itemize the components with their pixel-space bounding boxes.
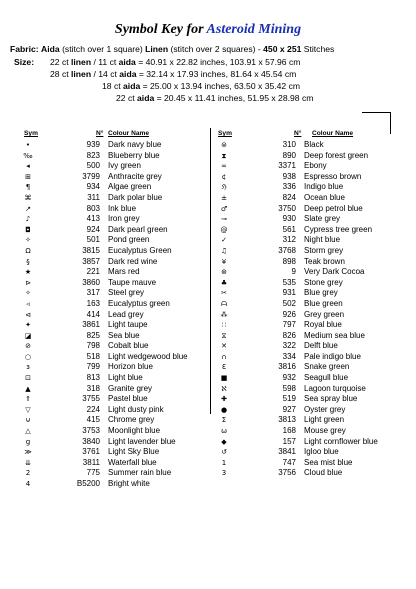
colour-name: Pond green [108, 235, 150, 245]
colour-name: Dark pearl green [108, 224, 168, 234]
color-row [212, 362, 412, 373]
colour-name: Grey green [304, 309, 345, 319]
color-row [16, 193, 208, 204]
color-row [16, 310, 208, 321]
color-row [16, 362, 208, 373]
stitch-symbol: ● [220, 405, 228, 414]
stitch-symbol: ⇑ [25, 395, 31, 404]
stitch-symbol: 3 [221, 469, 227, 478]
color-row [16, 468, 208, 479]
stitch-symbol: ↺ [221, 448, 227, 457]
colour-name: Stone grey [304, 277, 343, 287]
color-row [212, 161, 412, 172]
stitch-symbol: ⊞ [25, 172, 31, 181]
color-row [16, 352, 208, 363]
floss-number: 934 [86, 182, 100, 192]
size-line-2: 28 ct linen / 14 ct aida = 32.14 x 17.93 inches, 81.64 x 45.54 cm [50, 69, 297, 79]
colour-name: Algae green [108, 182, 152, 192]
colour-name: Light taupe [108, 320, 148, 330]
floss-number: 3756 [278, 468, 296, 478]
floss-number: 3371 [278, 161, 296, 171]
color-row [16, 447, 208, 458]
colour-name: Blueberry blue [108, 150, 160, 160]
colour-name: Very Dark Cocoa [304, 267, 365, 277]
floss-number: 924 [86, 224, 100, 234]
stitch-symbol: ✧ [25, 236, 31, 245]
stitch-symbol: ⇊ [25, 458, 31, 467]
stitch-symbol: Ω [25, 246, 31, 255]
color-row [212, 384, 412, 395]
floss-number: 535 [282, 277, 296, 287]
color-row [212, 182, 412, 193]
color-row [16, 320, 208, 331]
color-row [16, 394, 208, 405]
floss-number: 415 [86, 415, 100, 425]
floss-number: 797 [282, 320, 296, 330]
color-row [212, 415, 412, 426]
page-title [0, 22, 416, 38]
floss-number: 3811 [82, 457, 100, 467]
floss-number: 890 [282, 150, 296, 160]
colour-name: Blue green [304, 298, 343, 308]
stitch-symbol: ℌ [221, 183, 227, 192]
colour-name: Mouse grey [304, 426, 346, 436]
color-row [16, 288, 208, 299]
stitch-symbol: Ɛ [221, 363, 227, 372]
floss-number: 3860 [82, 277, 100, 287]
color-row [212, 235, 412, 246]
box-top-line [362, 112, 390, 113]
fabric-label: Fabric: [10, 44, 39, 54]
floss-number: 336 [282, 182, 296, 192]
stitch-symbol: ⊸ [221, 215, 227, 224]
colour-name: Cobalt blue [108, 341, 149, 351]
header-num-left: N° [96, 130, 104, 137]
stitch-symbol: ♂ [220, 204, 228, 213]
size-line-4: 22 ct aida = 20.45 x 11.41 inches, 51.95 x 28.98 cm [116, 93, 314, 103]
color-row [212, 320, 412, 331]
floss-number: 317 [86, 288, 100, 298]
color-row [16, 267, 208, 278]
stitch-symbol: ∷ [221, 321, 227, 330]
colour-name: Indigo blue [304, 182, 344, 192]
colour-name: Granite grey [108, 383, 153, 393]
color-row [16, 437, 208, 448]
color-row [212, 341, 412, 352]
colour-name: Eucalyptus green [108, 298, 170, 308]
colour-name: Seagull blue [304, 373, 349, 383]
colour-name: Medium sea blue [304, 330, 365, 340]
floss-number: 224 [86, 404, 100, 414]
floss-number: 824 [282, 192, 296, 202]
floss-number: 798 [86, 341, 100, 351]
color-row [16, 214, 208, 225]
stitch-symbol: ♣ [220, 278, 228, 287]
fabric-line [10, 44, 334, 54]
floss-number: 938 [282, 171, 296, 181]
stitches-word: Stitches [303, 44, 335, 54]
color-row [16, 182, 208, 193]
colour-name: Dark navy blue [108, 140, 162, 149]
color-row [212, 278, 412, 289]
floss-number: 221 [86, 267, 100, 277]
stitch-symbol: ◘ [25, 225, 31, 234]
floss-number: 3841 [278, 447, 296, 457]
colour-name: Dark red wine [108, 256, 158, 266]
floss-number: 312 [282, 235, 296, 245]
colour-name: Sea spray blue [304, 394, 358, 404]
floss-number: 157 [282, 436, 296, 446]
title-prefix: Symbol Key for [114, 22, 204, 37]
floss-number: 3815 [82, 245, 100, 255]
stitch-symbol: ω [221, 427, 227, 436]
fabric-aida: Aida [41, 44, 60, 54]
stitch-symbol: ✦ [25, 321, 31, 330]
stitch-symbol: ¶ [25, 183, 31, 192]
colour-name: Steel grey [108, 288, 145, 298]
floss-number: B5200 [76, 479, 100, 488]
left-color-list [16, 140, 208, 490]
colour-name: Sea blue [108, 330, 140, 340]
stitch-symbol: ℵ [221, 384, 227, 393]
color-row [16, 426, 208, 437]
floss-number: 932 [282, 373, 296, 383]
floss-number: 3861 [82, 320, 100, 330]
floss-number: 518 [86, 351, 100, 361]
stitch-symbol: ≫ [24, 448, 32, 457]
color-row [212, 214, 412, 225]
colour-name: Sea mist blue [304, 457, 353, 467]
floss-number: 926 [282, 309, 296, 319]
floss-number: 519 [282, 394, 296, 404]
stitch-symbol: ⊘ [25, 342, 31, 351]
stitch-count: 450 x 251 [263, 44, 302, 54]
color-row [16, 225, 208, 236]
stitch-symbol: ↗ [25, 204, 31, 213]
colour-name: Light green [304, 415, 345, 425]
colour-name: Dark polar blue [108, 192, 163, 202]
header-sym-left: Sym [24, 130, 38, 137]
stitch-symbol: ♫ [220, 246, 228, 255]
floss-number: 413 [86, 214, 100, 224]
floss-number: 501 [86, 235, 100, 245]
stitch-symbol: ± [221, 193, 227, 202]
colour-name: Waterfall blue [108, 457, 157, 467]
colour-name: Ivy green [108, 161, 141, 171]
stitch-symbol: ◪ [24, 331, 32, 340]
colour-name: Iron grey [108, 214, 140, 224]
stitch-symbol: g [25, 437, 31, 446]
color-row [212, 352, 412, 363]
colour-name: Teak brown [304, 256, 345, 266]
colour-name: Pastel blue [108, 394, 148, 404]
stitch-symbol: ⁂ [220, 310, 228, 319]
header-name-left: Colour Name [108, 130, 150, 137]
color-row [212, 437, 412, 448]
colour-name: Light blue [108, 373, 143, 383]
color-row [212, 447, 412, 458]
color-row [16, 235, 208, 246]
colour-name: Chrome grey [108, 415, 155, 425]
stitch-symbol: ⊡ [25, 374, 31, 383]
color-row [212, 310, 412, 321]
colour-name: Storm grey [304, 245, 344, 255]
stitch-symbol: ⊜ [221, 141, 227, 149]
color-row [212, 204, 412, 215]
color-row [16, 151, 208, 162]
stitch-symbol: ▲ [25, 384, 31, 393]
floss-number: 3753 [82, 426, 100, 436]
fabric-aida-note: (stitch over 1 square) [62, 44, 143, 54]
color-row [212, 394, 412, 405]
stitch-symbol: ⊛ [221, 268, 227, 277]
fabric-linen: Linen [145, 44, 169, 54]
color-row [16, 458, 208, 469]
header-sym-right: Sym [218, 130, 232, 137]
colour-name: Horizon blue [108, 362, 153, 372]
floss-number: 826 [282, 330, 296, 340]
color-row [16, 172, 208, 183]
color-row [212, 246, 412, 257]
color-row [212, 331, 412, 342]
floss-number: 930 [282, 214, 296, 224]
colour-name: Night blue [304, 235, 341, 245]
floss-number: 927 [282, 404, 296, 414]
title-pattern-name: Asteroid Mining [206, 22, 302, 37]
stitch-symbol: Σ [221, 416, 227, 425]
stitch-symbol: ◃ [26, 299, 30, 308]
colour-name: Igloo blue [304, 447, 339, 457]
stitch-symbol: 4 [25, 480, 31, 488]
size-line-1: 22 ct linen / 11 ct aida = 40.91 x 22.82 inches, 103.91 x 57.96 cm [50, 57, 301, 67]
floss-number: 823 [86, 150, 100, 160]
floss-number: 3768 [278, 245, 296, 255]
colour-name: Light wedgewood blue [108, 351, 188, 361]
colour-name: Ebony [304, 161, 327, 171]
stitch-symbol: ⊍ [25, 416, 31, 425]
colour-name: Delft blue [304, 341, 338, 351]
colour-name: Lagoon turquoise [304, 383, 366, 393]
stitch-symbol: ᗩ [221, 299, 227, 308]
color-row [212, 151, 412, 162]
color-row [16, 373, 208, 384]
right-color-list [212, 140, 412, 479]
floss-number: 3840 [82, 436, 100, 446]
colour-name: Ocean blue [304, 192, 345, 202]
stitch-symbol: ♪ [25, 215, 31, 224]
color-row [212, 458, 412, 469]
floss-number: 898 [282, 256, 296, 266]
floss-number: 318 [86, 383, 100, 393]
floss-number: 803 [86, 203, 100, 213]
floss-number: 9 [291, 267, 296, 277]
color-row [212, 172, 412, 183]
stitch-symbol: 2 [25, 469, 31, 478]
stitch-symbol: ✕ [221, 342, 227, 351]
floss-number: 414 [86, 309, 100, 319]
colour-name: Espresso brown [304, 171, 362, 181]
stitch-symbol: ★ [24, 268, 32, 277]
colour-name: Cloud blue [304, 468, 343, 478]
floss-number: 500 [86, 161, 100, 171]
stitch-symbol: ⊲ [25, 310, 31, 319]
color-row [16, 299, 208, 310]
color-row [16, 415, 208, 426]
floss-number: 931 [282, 288, 296, 298]
colour-name: Blue grey [304, 288, 338, 298]
color-row [212, 405, 412, 416]
floss-number: 322 [282, 341, 296, 351]
size-label: Size: [14, 57, 35, 67]
color-row [212, 193, 412, 204]
floss-number: 3857 [82, 256, 100, 266]
colour-name: Mars red [108, 267, 140, 277]
color-row [16, 331, 208, 342]
colour-name: Summer rain blue [108, 468, 172, 478]
colour-name: Light lavender blue [108, 436, 176, 446]
stitch-symbol: ɜ [26, 363, 30, 372]
stitch-symbol: ‰ [23, 151, 33, 160]
colour-name: Ink blue [108, 203, 137, 213]
colour-name: Cypress tree green [304, 224, 373, 234]
floss-number: 3750 [278, 203, 296, 213]
colour-name: Eucalyptus Green [108, 245, 172, 255]
stitch-symbol: 1 [221, 458, 227, 467]
stitch-symbol: ⌘ [24, 193, 32, 202]
stitch-symbol: ⊳ [25, 278, 31, 287]
stitch-symbol: • [25, 141, 31, 149]
colour-name: Lead grey [108, 309, 144, 319]
colour-name: Bright white [108, 479, 150, 488]
colour-name: Oyster grey [304, 404, 346, 414]
floss-number: 3755 [82, 394, 100, 404]
floss-number: 3761 [82, 447, 100, 457]
colour-name: Deep forest green [304, 150, 369, 160]
stitch-symbol: ¥ [221, 257, 227, 266]
stitch-symbol: ○ [24, 352, 32, 361]
color-row [16, 257, 208, 268]
floss-number: 502 [282, 298, 296, 308]
color-row [16, 204, 208, 215]
color-row [212, 299, 412, 310]
stitch-symbol: △ [25, 427, 31, 436]
colour-name: Light dusty pink [108, 404, 164, 414]
floss-number: 775 [86, 468, 100, 478]
stitch-symbol: § [26, 257, 30, 266]
floss-number: 334 [282, 351, 296, 361]
size-line-3: 18 ct aida = 25.00 x 13.94 inches, 63.50 x 35.42 cm [102, 81, 301, 91]
stitch-symbol: ✂ [221, 289, 227, 298]
color-row [212, 257, 412, 268]
colour-name: Anthracite grey [108, 171, 162, 181]
stitch-symbol: ¢ [221, 172, 227, 181]
stitch-symbol: ◆ [221, 437, 227, 446]
color-row [16, 140, 208, 151]
floss-number: 3813 [278, 415, 296, 425]
floss-number: 311 [87, 192, 100, 202]
color-row [16, 341, 208, 352]
floss-number: 3816 [278, 362, 296, 372]
colour-name: Light Sky Blue [108, 447, 160, 457]
color-row [16, 246, 208, 257]
colour-name: Light cornflower blue [304, 436, 378, 446]
colour-name: Royal blue [304, 320, 342, 330]
colour-name: Taupe mauve [108, 277, 157, 287]
header-num-right: N° [294, 130, 302, 137]
color-row [16, 161, 208, 172]
header-name-right: Colour Name [312, 130, 354, 137]
floss-number: 163 [86, 298, 100, 308]
stitch-symbol: ✚ [221, 395, 227, 404]
floss-number: 825 [86, 330, 100, 340]
color-row [212, 468, 412, 479]
stitch-symbol: ∞ [221, 162, 227, 171]
colour-name: Pale indigo blue [304, 351, 361, 361]
colour-name: Slate grey [304, 214, 341, 224]
floss-number: 561 [282, 224, 296, 234]
stitch-symbol: ▽ [25, 405, 31, 414]
color-row [212, 426, 412, 437]
color-row [16, 384, 208, 395]
column-divider [210, 128, 211, 414]
color-row [16, 405, 208, 416]
floss-number: 939 [86, 140, 100, 149]
stitch-symbol: ◂ [26, 162, 30, 171]
colour-name: Moonlight blue [108, 426, 161, 436]
color-row [212, 225, 412, 236]
colour-name: Snake green [304, 362, 350, 372]
floss-number: 3799 [82, 171, 100, 181]
floss-number: 168 [282, 426, 296, 436]
colour-name: Deep petrol blue [304, 203, 363, 213]
stitch-symbol: ∩ [221, 352, 227, 361]
stitch-symbol: ✧ [25, 289, 31, 298]
color-row [16, 278, 208, 289]
stitch-symbol: ✓ [221, 236, 227, 245]
floss-number: 747 [282, 457, 296, 467]
color-row [212, 140, 412, 151]
stitch-symbol: ⧗ [221, 151, 227, 160]
color-row [212, 288, 412, 299]
floss-number: 813 [86, 373, 100, 383]
stitch-symbol: ■ [220, 374, 228, 383]
floss-number: 598 [282, 383, 296, 393]
floss-number: 310 [282, 140, 296, 149]
colour-name: Black [304, 140, 324, 149]
color-row [212, 373, 412, 384]
fabric-linen-note: (stitch over 2 squares) - [170, 44, 261, 54]
floss-number: 799 [86, 362, 100, 372]
box-right-line [390, 112, 391, 134]
stitch-symbol: ⧖ [221, 331, 227, 340]
stitch-symbol: @ [220, 225, 228, 234]
color-row [16, 479, 208, 490]
color-row [212, 267, 412, 278]
